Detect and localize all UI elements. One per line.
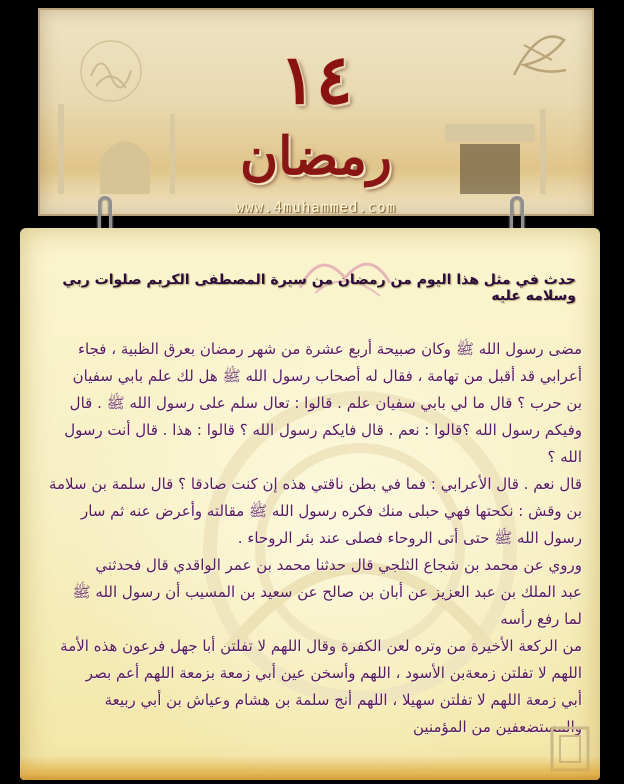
body-line: رسول الله ﷺ حتى أتى الروحاء فصلى عند بئر الروحاء . xyxy=(237,529,582,547)
body-line: بن وقش : نكحتها فهي حبلى منك فكره رسول الله ﷺ مقالته وأعرض عنه ثم سار xyxy=(81,502,582,520)
body-line: وروي عن محمد بن شجاع الثلجي قال حدثنا محمد بن عمر الواقدي قال فحدثني xyxy=(95,556,582,574)
body-line: اللهم لا تفلتن زمعةبن الأسود ، اللهم وأسخن عين أبي زمعة بزمعة اللهم أعم بصر xyxy=(85,664,582,682)
body-line: مضى رسول الله ﷺ وكان صبيحة أربع عشرة من شهر رمضان بعرق الظبية ، فجاء xyxy=(77,340,582,358)
content-scroll xyxy=(20,228,600,780)
body-line: بن حرب ؟ قال ما لي بابي سفيان علم . قالوا : تعال سلم على رسول الله ﷺ . قال xyxy=(69,394,582,412)
header-card xyxy=(38,8,594,216)
body-line: أعرابي قد أقبل من تهامة ، فقال له أصحاب رسول الله ﷺ هل لك علم بابي سفيان xyxy=(72,367,582,385)
body-line: من الركعة الأخيرة من وتره لعن الكفرة وقال اللهم لا تفلتن أبا جهل فرعون هذه الأمة xyxy=(60,637,582,655)
scroll-burnt-edge xyxy=(20,756,600,780)
day-number: ١٤ xyxy=(279,40,353,120)
body-text xyxy=(38,336,582,741)
site-url[interactable]: www.4muhammed.com xyxy=(235,200,397,216)
body-line: لما رفع رأسه xyxy=(500,610,582,628)
body-line: عبد الملك بن عبد العزيز عن أبان بن صالح عن سعيد بن المسيب أن رسول الله ﷺ xyxy=(72,583,582,601)
body-line: قال نعم . قال الأعرابي : فما في بطن ناقتي هذه إن كنت صادقا ؟ قال سلمة بن سلامة xyxy=(48,475,582,493)
month-name: رمضان xyxy=(239,126,393,187)
body-line: والمستضعفين من المؤمنين xyxy=(413,718,582,736)
body-line: وفيكم رسول الله ؟قالوا : نعم . قال فايكم رسول الله ؟ قالوا : هذا . قال أنت رسول الله ؟ xyxy=(64,421,582,466)
headline: حدث في مثل هذا اليوم من رمضان من سيرة المصطفى الكريم صلوات ربي وسلامه عليه xyxy=(62,272,576,304)
body-line: أبي زمعة اللهم لا تفلتن سهيلا ، اللهم أنج سلمة بن هشام وعياش بن أبي ربيعة xyxy=(104,691,582,709)
